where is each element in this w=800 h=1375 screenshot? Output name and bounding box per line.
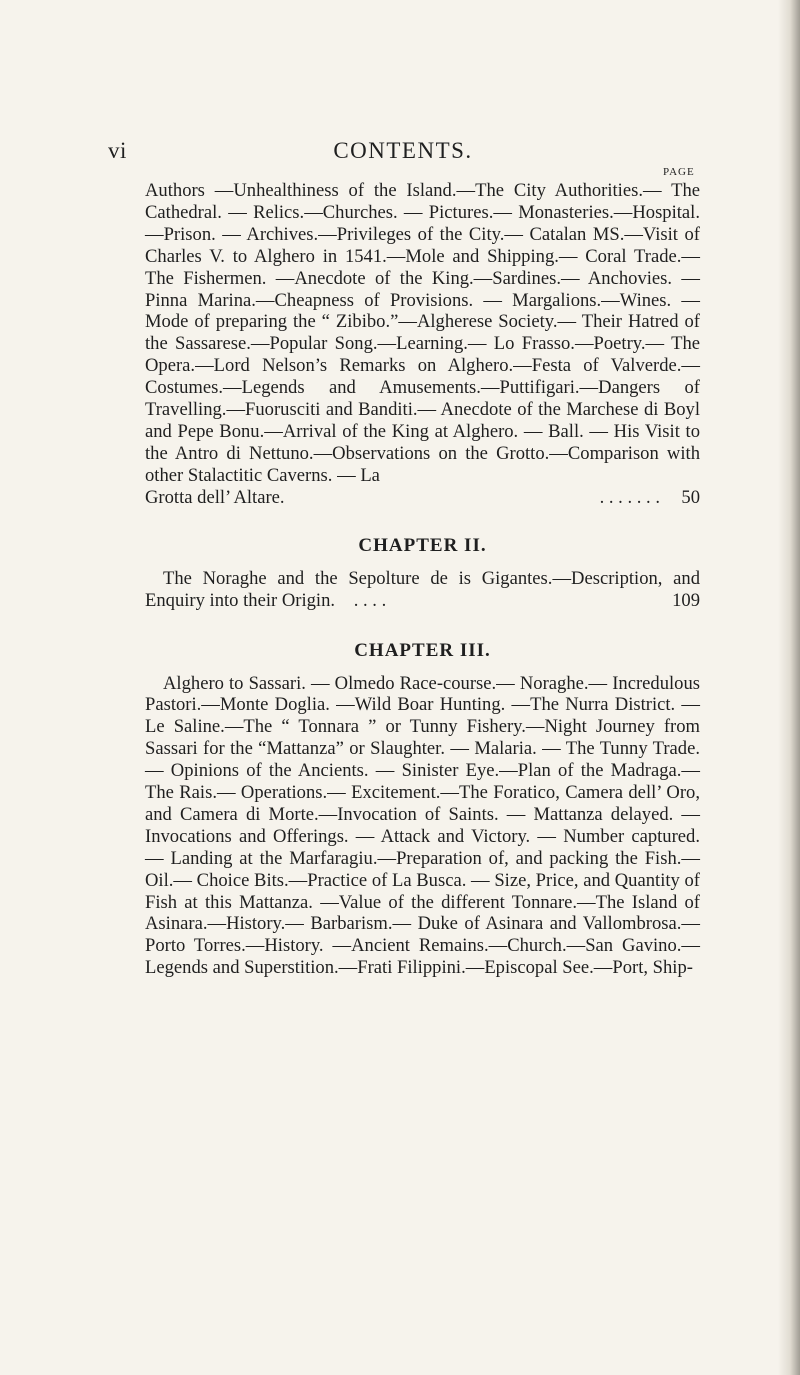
chapter-2-heading: CHAPTER II. xyxy=(358,534,487,556)
contents-body xyxy=(145,180,700,979)
chapter-1-page-number: 50 xyxy=(681,486,700,508)
chapter-2-leader-dots: . . . . xyxy=(353,589,387,611)
running-title: CONTENTS. xyxy=(333,138,473,163)
page-folio: vi xyxy=(108,138,127,163)
chapter-2-entry xyxy=(145,568,700,612)
chapter-2-summary xyxy=(145,568,700,612)
chapter-3-heading: CHAPTER III. xyxy=(354,639,491,661)
chapter-3-entry xyxy=(145,673,700,980)
chapter-2-page-number: 109 xyxy=(672,589,700,611)
chapter-1-entry xyxy=(145,180,700,509)
chapter-2-summary-text: The Noraghe and the Sepolture de is Gigantes.—Description, and Enquiry into their Origin. xyxy=(145,567,700,611)
chapter-1-leader-line xyxy=(145,487,700,509)
chapter-3-summary: Alghero to Sassari. — Olmedo Race-course.— Noraghe.— Incredulous Pastori.—Monte Doglia. —Wild Boar Hunting. —The Nurra District. — Le Saline.—The “ Tonnara ” or Tunny Fishery.—Night Journey from Sassari for the “Mattanza” or Slaughter. — Malaria. — The Tunny Trade. — Opinions of the Ancients. — Sinister Eye.—Plan of the Madraga.—The Rais.— Operations.— Excitement.—The Foratico, Camera dell’ Oro, and Camera di Morte.—Invocation of Saints. — Mattanza delayed. — Invocations and Offerings. — Attack and Victory. — Number captured. — Landing at the Marfaragiu.—Preparation of, and packing the Fish.—Oil.— Choice Bits.—Practice of La Busca. — Size, Price, and Quantity of Fish at this Mattanza. —Value of the different Tonnare.—The Island of Asinara.—History.— Barbarism.— Duke of Asinara and Vallombrosa.—Porto Torres.—History. —Ancient Remains.—Church.—San Gavino.—Legends and Superstition.—Frati Filippini.—Episcopal See.—Port, Ship- xyxy=(145,672,700,979)
page-column-label: PAGE xyxy=(663,166,695,178)
chapter-1-leader-dots: . . . . . . . xyxy=(599,486,660,508)
chapter-1-last-line: Grotta dell’ Altare. xyxy=(145,486,285,508)
chapter-1-summary: Authors —Unhealthiness of the Island.—The City Authorities.— The Cathedral. — Relics.—Churches. — Pictures.— Monasteries.—Hospital.—Prison. — Archives.—Privileges of the City.— Catalan MS.—Visit of Charles V. to Alghero in 1541.—Mole and Shipping.— Coral Trade.—The Fishermen. —Anecdote of the King.—Sardines.— Anchovies. — Pinna Marina.—Cheapness of Provisions. — Margalions.—Wines. —Mode of preparing the “ Zibibo.”—Algherese Society.— Their Hatred of the Sassarese.—Popular Song.—Learning.— Lo Frasso.—Poetry.— The Opera.—Lord Nelson’s Remarks on Alghero.—Festa of Valverde.—Costumes.—Legends and Amusements.—Puttifigari.—Dangers of Travelling.—Fuorusciti and Banditi.— Anecdote of the Marchese di Boyl and Pepe Bonu.—Arrival of the King at Alghero. — Ball. — His Visit to the Antro di Nettuno.—Observations on the Grotto.—Comparison with other Stalactitic Caverns. — La xyxy=(145,180,700,486)
page-edge-shadow xyxy=(778,0,800,1375)
page-header xyxy=(108,138,698,168)
